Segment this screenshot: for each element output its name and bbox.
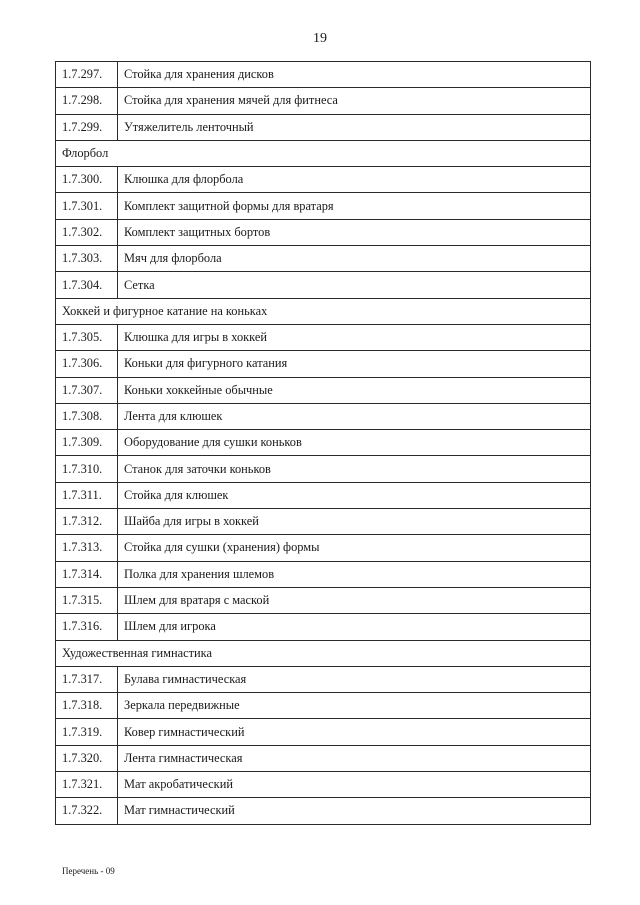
item-name: Оборудование для сушки коньков: [118, 430, 591, 456]
item-code: 1.7.320.: [56, 745, 118, 771]
table-row: [56, 561, 591, 587]
equipment-table-body: [56, 62, 591, 825]
item-code: 1.7.315.: [56, 587, 118, 613]
item-name: Сетка: [118, 272, 591, 298]
table-row: [56, 693, 591, 719]
item-code: 1.7.309.: [56, 430, 118, 456]
table-row: [56, 272, 591, 298]
item-code: 1.7.308.: [56, 403, 118, 429]
item-name: Утяжелитель ленточный: [118, 114, 591, 140]
table-row: [56, 246, 591, 272]
section-title: Флорбол: [56, 140, 591, 166]
section-title: Художественная гимнастика: [56, 640, 591, 666]
table-row: [56, 482, 591, 508]
item-code: 1.7.301.: [56, 193, 118, 219]
table-row: [56, 114, 591, 140]
item-code: 1.7.313.: [56, 535, 118, 561]
item-code: 1.7.304.: [56, 272, 118, 298]
table-row: [56, 535, 591, 561]
item-name: Станок для заточки коньков: [118, 456, 591, 482]
table-row: [56, 456, 591, 482]
equipment-table: [55, 61, 591, 825]
item-code: 1.7.299.: [56, 114, 118, 140]
item-name: Ковер гимнастический: [118, 719, 591, 745]
table-row: [56, 509, 591, 535]
table-row: [56, 62, 591, 88]
item-name: Мяч для флорбола: [118, 246, 591, 272]
table-row: [56, 167, 591, 193]
item-code: 1.7.306.: [56, 351, 118, 377]
page-number: 19: [313, 31, 327, 46]
item-code: 1.7.300.: [56, 167, 118, 193]
table-row: [56, 745, 591, 771]
section-header-row: [56, 140, 591, 166]
item-code: 1.7.314.: [56, 561, 118, 587]
item-code: 1.7.321.: [56, 772, 118, 798]
item-name: Полка для хранения шлемов: [118, 561, 591, 587]
item-name: Лента гимнастическая: [118, 745, 591, 771]
item-name: Шайба для игры в хоккей: [118, 509, 591, 535]
item-name: Коньки хоккейные обычные: [118, 377, 591, 403]
item-name: Комплект защитной формы для вратаря: [118, 193, 591, 219]
item-code: 1.7.322.: [56, 798, 118, 824]
item-code: 1.7.307.: [56, 377, 118, 403]
item-name: Стойка для хранения мячей для фитнеса: [118, 88, 591, 114]
item-name: Зеркала передвижные: [118, 693, 591, 719]
table-row: [56, 772, 591, 798]
item-name: Клюшка для игры в хоккей: [118, 324, 591, 350]
item-name: Шлем для игрока: [118, 614, 591, 640]
item-name: Лента для клюшек: [118, 403, 591, 429]
item-code: 1.7.311.: [56, 482, 118, 508]
table-row: [56, 219, 591, 245]
item-name: Стойка для клюшек: [118, 482, 591, 508]
table-row: [56, 614, 591, 640]
item-code: 1.7.312.: [56, 509, 118, 535]
item-name: Коньки для фигурного катания: [118, 351, 591, 377]
item-code: 1.7.318.: [56, 693, 118, 719]
item-code: 1.7.302.: [56, 219, 118, 245]
table-row: [56, 351, 591, 377]
table-row: [56, 324, 591, 350]
item-name: Булава гимнастическая: [118, 666, 591, 692]
item-code: 1.7.305.: [56, 324, 118, 350]
section-title: Хоккей и фигурное катание на коньках: [56, 298, 591, 324]
item-code: 1.7.316.: [56, 614, 118, 640]
item-code: 1.7.317.: [56, 666, 118, 692]
table-row: [56, 587, 591, 613]
section-header-row: [56, 640, 591, 666]
table-row: [56, 193, 591, 219]
table-row: [56, 798, 591, 824]
item-name: Комплект защитных бортов: [118, 219, 591, 245]
table-row: [56, 377, 591, 403]
item-name: Стойка для хранения дисков: [118, 62, 591, 88]
item-code: 1.7.298.: [56, 88, 118, 114]
table-row: [56, 666, 591, 692]
item-name: Шлем для вратаря с маской: [118, 587, 591, 613]
item-name: Мат акробатический: [118, 772, 591, 798]
table-row: [56, 719, 591, 745]
item-code: 1.7.319.: [56, 719, 118, 745]
footer-list-label: Перечень - 09: [62, 866, 115, 876]
item-name: Стойка для сушки (хранения) формы: [118, 535, 591, 561]
table-row: [56, 403, 591, 429]
table-row: [56, 88, 591, 114]
item-name: Клюшка для флорбола: [118, 167, 591, 193]
section-header-row: [56, 298, 591, 324]
item-code: 1.7.310.: [56, 456, 118, 482]
item-code: 1.7.297.: [56, 62, 118, 88]
table-row: [56, 430, 591, 456]
item-name: Мат гимнастический: [118, 798, 591, 824]
item-code: 1.7.303.: [56, 246, 118, 272]
